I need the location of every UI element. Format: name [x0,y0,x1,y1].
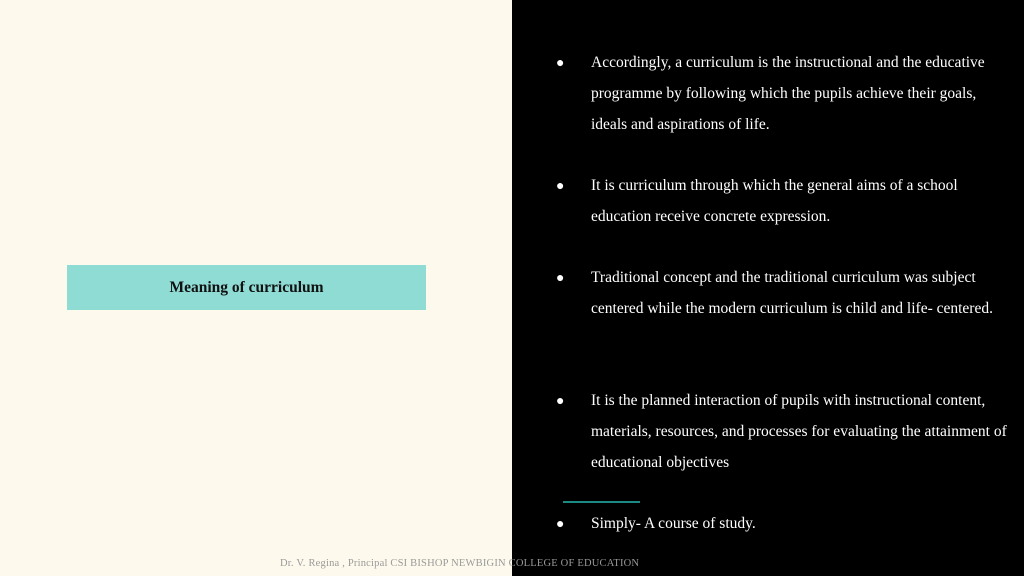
slide-title: Meaning of curriculum [169,278,324,296]
bullet-dot-icon: ● [556,394,565,409]
bullet-dot-icon: ● [556,179,565,194]
bullet-text: Simply- A course of study. [591,515,756,532]
bullet-list [512,0,1024,576]
right-panel [512,0,1024,576]
title-box [67,265,426,310]
bullet-dot-icon: ● [556,56,565,71]
bullet-dot-icon: ● [556,517,565,532]
bullet-text: It is the planned interaction of pupils with instructional content, materials, resources, and processes for evaluating the attainment of educational objectives [591,392,1007,471]
footer-credit: Dr. V. Regina , Principal CSI BISHOP NEWBIGIN COLLEGE OF EDUCATION [280,558,640,569]
bullet-text: It is curriculum through which the general aims of a school education receive concrete expression. [591,177,958,225]
accent-divider [563,501,640,503]
bullet-text: Accordingly, a curriculum is the instructional and the educative programme by following which the pupils achieve their goals, ideals and aspirations of life. [591,54,985,133]
bullet-dot-icon: ● [556,271,565,286]
bullet-text: Traditional concept and the traditional curriculum was subject centered while the modern curriculum is child and life- centered. [591,269,993,317]
